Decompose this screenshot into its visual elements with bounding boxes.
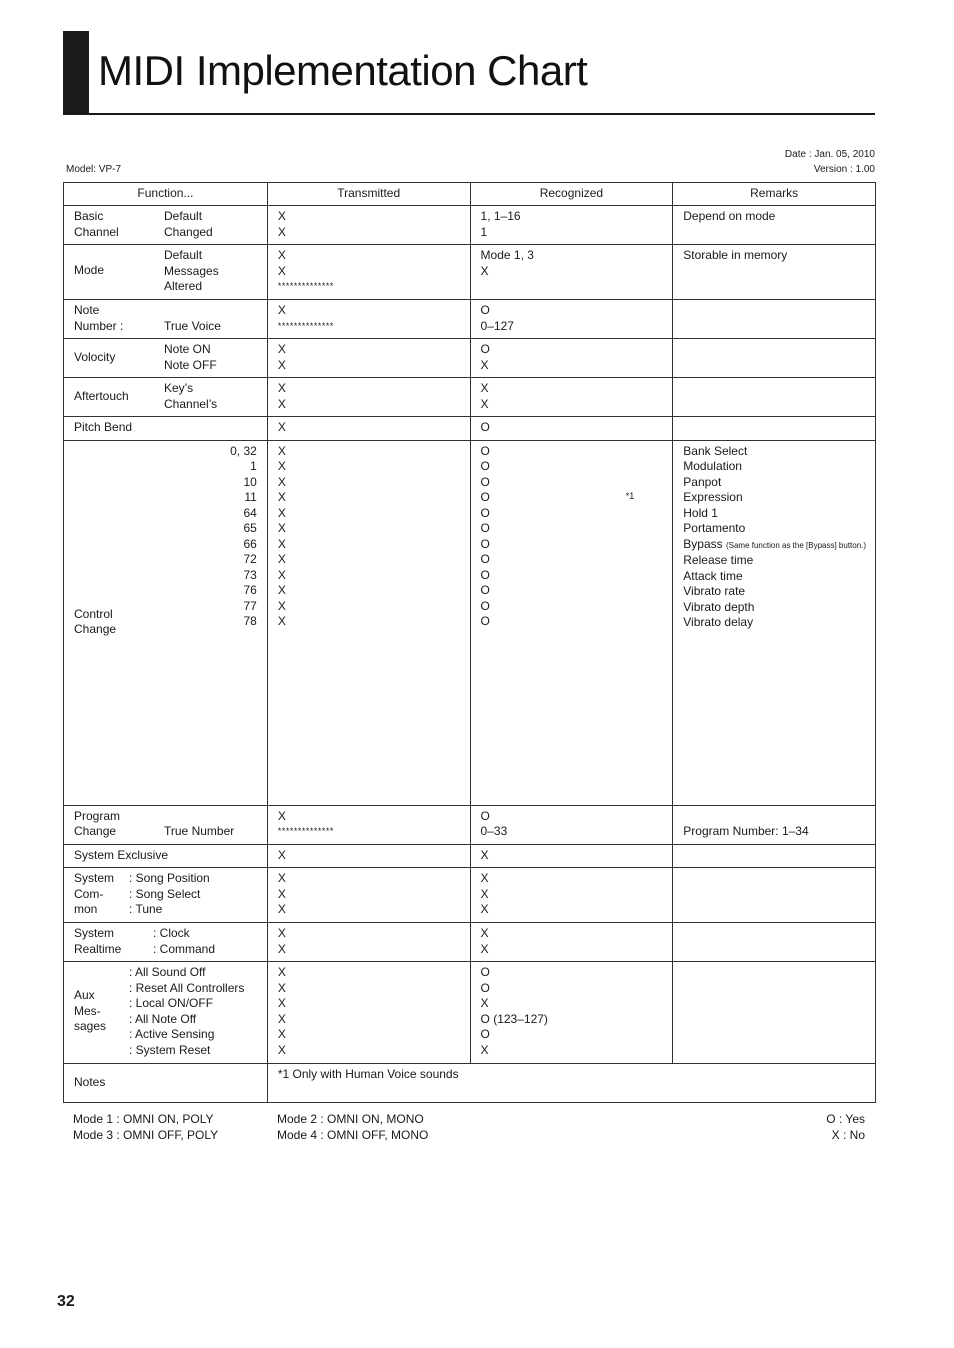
aux-tx: X — [277, 996, 286, 1010]
velocity-sub-note-off: Note OFF — [164, 357, 217, 372]
velocity-rx-1: O — [480, 342, 490, 356]
row-control-change — [64, 440, 876, 805]
cc-tx: X — [277, 567, 286, 582]
program-change-sub: True Number — [164, 824, 235, 838]
cc-remark: Panpot — [683, 474, 722, 489]
system-realtime-tx: X — [277, 926, 286, 940]
row-system-common — [64, 868, 876, 923]
aux-label-3: sages — [74, 1019, 107, 1034]
program-change-label-1: Program — [74, 808, 121, 823]
footer-mode-4: Mode 4 : OMNI OFF, MONO — [277, 1127, 429, 1142]
system-common-sub: : Song Select — [129, 886, 201, 901]
aux-rx: O (123–127) — [480, 1011, 548, 1026]
basic-channel-label-1: Basic — [74, 209, 104, 223]
row-aux-messages — [64, 962, 876, 1064]
system-realtime-tx: X — [277, 941, 286, 956]
cc-tx: X — [277, 521, 286, 535]
footer-modes-right — [277, 1112, 428, 1143]
cc-number: 72 — [243, 552, 257, 566]
basic-channel-sub-changed: Changed — [164, 224, 213, 239]
row-mode — [64, 245, 876, 300]
cc-rx: O — [480, 521, 490, 535]
page-title: MIDI Implementation Chart — [98, 47, 588, 94]
cc-rx: O — [480, 536, 490, 551]
control-change-label-2: Change — [74, 622, 117, 636]
system-realtime-rx: X — [480, 941, 489, 956]
basic-channel-label-2: Channel — [74, 224, 119, 239]
notes-label: Notes — [74, 1074, 106, 1089]
system-exclusive-rx: X — [480, 847, 489, 862]
basic-channel-rx-2: 1 — [480, 224, 488, 239]
cc-number: 76 — [243, 583, 257, 597]
mode-sub-altered: Altered — [164, 279, 203, 293]
note-number-rx-1: O — [480, 303, 490, 317]
program-change-rx-2: 0–33 — [480, 824, 508, 838]
aftertouch-sub-keys: Key’s — [164, 381, 194, 395]
chart-version: Version : 1.00 — [813, 164, 875, 175]
aux-tx: X — [277, 980, 286, 995]
cc-number: 0, 32 — [230, 443, 257, 458]
cc-number: 66 — [243, 536, 257, 551]
row-system-realtime — [64, 923, 876, 962]
pitch-bend-rx: O — [480, 420, 490, 434]
note-number-tx-2: ************** — [277, 320, 334, 331]
cc-tx: X — [277, 443, 286, 458]
cc-rx: O — [480, 505, 490, 520]
cc-remark: Vibrato depth — [683, 599, 755, 614]
note-number-tx-1: X — [277, 303, 286, 317]
header-function: Function... — [64, 183, 268, 206]
system-common-tx: X — [277, 902, 286, 916]
cc-remark: Hold 1 — [683, 505, 718, 520]
mode-tx-2: X — [277, 263, 286, 278]
mode-label: Mode — [74, 263, 105, 278]
system-common-tx: X — [277, 886, 286, 901]
aux-sub: : Local ON/OFF — [129, 996, 214, 1010]
cc-tx: X — [277, 536, 286, 551]
notes-text: *1 Only with Human Voice sounds — [277, 1067, 459, 1081]
aux-rx: O — [480, 1027, 490, 1041]
cc-tx: X — [277, 583, 286, 597]
program-change-tx-1: X — [277, 808, 286, 823]
cc-rx: O — [480, 490, 490, 504]
cc-bypass-note: (Same function as the [Bypass] button.) — [725, 540, 867, 550]
mode-tx-3: ************** — [277, 281, 334, 291]
mode-rx-2: X — [480, 263, 489, 278]
basic-channel-rx-1: 1, 1–16 — [480, 209, 521, 223]
footer-modes-left — [73, 1112, 218, 1143]
system-exclusive-label: System Exclusive — [74, 847, 169, 862]
mode-sub-messages: Messages — [164, 263, 219, 278]
aux-rx: O — [480, 980, 490, 995]
model-name: Model: VP-7 — [66, 164, 122, 175]
cc-remark: Vibrato delay — [683, 615, 754, 629]
cc-number: 64 — [243, 505, 257, 520]
basic-channel-remarks: Depend on mode — [683, 209, 776, 223]
pitch-bend-tx: X — [277, 420, 286, 434]
system-common-label-2: Com- — [74, 886, 104, 901]
cc-number: 11 — [244, 490, 257, 504]
system-realtime-rx: X — [480, 926, 489, 940]
aftertouch-label: Aftertouch — [74, 388, 129, 403]
cc-remark: Release time — [683, 553, 754, 567]
title-accent-bar — [63, 31, 89, 114]
chart-date: Date : Jan. 05, 2010 — [784, 149, 875, 160]
velocity-tx-1: X — [277, 342, 286, 356]
aftertouch-rx-1: X — [480, 381, 489, 395]
velocity-sub-note-on: Note ON — [164, 342, 211, 356]
header-transmitted: Transmitted — [267, 183, 470, 206]
aux-sub: : All Note Off — [129, 1011, 197, 1026]
aux-sub: : Reset All Controllers — [129, 980, 245, 995]
basic-channel-sub-default: Default — [164, 209, 203, 223]
system-common-label-3: mon — [74, 902, 98, 916]
aux-rx: X — [480, 1042, 489, 1057]
aux-rx: X — [480, 996, 489, 1010]
cc-remark: Bank Select — [683, 443, 748, 458]
aux-sub: : All Sound Off — [129, 965, 206, 979]
program-change-tx-2: ************** — [277, 826, 334, 836]
aux-label-2: Mes- — [74, 1003, 101, 1018]
row-pitch-bend — [64, 417, 876, 441]
aftertouch-rx-2: X — [480, 396, 489, 411]
header-row — [64, 183, 876, 206]
program-change-rx-1: O — [480, 808, 490, 823]
cc-number: 73 — [243, 567, 257, 582]
mode-tx-1: X — [277, 248, 286, 262]
cc-remark: Expression — [683, 490, 743, 504]
velocity-rx-2: X — [480, 357, 489, 372]
cc-rx: O — [480, 598, 490, 613]
cc-number: 1 — [250, 459, 257, 473]
row-basic-channel — [64, 206, 876, 245]
system-common-sub: : Song Position — [129, 871, 210, 885]
aux-sub: : System Reset — [129, 1042, 211, 1057]
basic-channel-tx-2: X — [277, 224, 286, 239]
mode-sub-default: Default — [164, 248, 203, 262]
aftertouch-tx-1: X — [277, 381, 286, 395]
system-realtime-label-2: Realtime — [74, 941, 122, 956]
program-change-remarks: Program Number: 1–34 — [683, 824, 809, 838]
aux-tx: X — [277, 1042, 286, 1057]
basic-channel-tx-1: X — [277, 209, 286, 223]
footer-mode-3: Mode 3 : OMNI OFF, POLY — [73, 1127, 219, 1142]
page-number: 32 — [57, 1293, 75, 1310]
program-change-label-2: Change — [74, 824, 117, 838]
cc-tx: X — [277, 505, 286, 520]
mode-remarks: Storable in memory — [683, 248, 788, 262]
header-recognized: Recognized — [470, 183, 673, 206]
note-number-sub: True Voice — [164, 318, 221, 333]
aux-sub: : Active Sensing — [129, 1027, 215, 1041]
cc-remark: Attack time — [683, 568, 743, 583]
footer-mode-2: Mode 2 : OMNI ON, MONO — [277, 1112, 424, 1126]
footer-legend — [826, 1112, 865, 1143]
note-number-label-2: Number : — [74, 318, 124, 333]
cc-rx: O — [480, 443, 490, 458]
midi-implementation-table — [63, 182, 876, 1103]
note-number-label-1: Note — [74, 303, 100, 317]
cc-rx: O — [480, 552, 490, 566]
system-common-rx: X — [480, 871, 489, 885]
aftertouch-sub-channels: Channel’s — [164, 396, 218, 411]
row-notes — [64, 1064, 876, 1103]
cc-rx: O — [480, 614, 490, 628]
cc-number: 78 — [243, 614, 257, 628]
cc-number: 10 — [243, 474, 257, 489]
system-realtime-sub: : Command — [153, 941, 216, 956]
velocity-label: Volocity — [74, 349, 116, 364]
cc-tx: X — [277, 598, 286, 613]
cc-tx: X — [277, 552, 286, 566]
footer-no: X : No — [831, 1127, 865, 1142]
cc-tx: X — [277, 614, 286, 628]
row-program-change — [64, 805, 876, 844]
aux-rx: O — [480, 965, 490, 979]
cc-remark: Bypass — [683, 536, 723, 551]
cc-rx: O — [480, 583, 490, 597]
cc-tx: X — [277, 490, 286, 504]
cc-footnote-mark: *1 — [625, 490, 635, 501]
aux-tx: X — [277, 965, 286, 979]
aux-tx: X — [277, 1011, 286, 1026]
cc-number: 65 — [243, 521, 257, 535]
cc-remark: Vibrato rate — [683, 584, 746, 598]
footer-mode-1: Mode 1 : OMNI ON, POLY — [73, 1112, 214, 1126]
cc-rx: O — [480, 474, 490, 489]
aftertouch-tx-2: X — [277, 396, 286, 411]
cc-rx: O — [480, 459, 490, 473]
cc-tx: X — [277, 459, 286, 473]
footer-yes: O : Yes — [826, 1112, 865, 1126]
aux-tx: X — [277, 1027, 286, 1041]
cc-rx: O — [480, 567, 490, 582]
aux-label-1: Aux — [74, 988, 95, 1003]
system-exclusive-tx: X — [277, 847, 286, 862]
system-realtime-label-1: System — [74, 926, 115, 940]
cc-remark: Portamento — [683, 521, 746, 535]
row-velocity — [64, 339, 876, 378]
cc-remark: Modulation — [683, 459, 742, 473]
system-realtime-sub: : Clock — [153, 926, 190, 940]
control-change-label-1: Control — [74, 606, 113, 621]
velocity-tx-2: X — [277, 357, 286, 372]
system-common-sub: : Tune — [129, 902, 163, 916]
mode-rx-1: Mode 1, 3 — [480, 248, 534, 262]
system-common-rx: X — [480, 886, 489, 901]
pitch-bend-label: Pitch Bend — [74, 420, 133, 434]
note-number-rx-2: 0–127 — [480, 318, 514, 333]
cc-tx: X — [277, 474, 286, 489]
row-aftertouch — [64, 378, 876, 417]
header-remarks: Remarks — [673, 183, 876, 206]
cc-number: 77 — [243, 598, 257, 613]
system-common-tx: X — [277, 871, 286, 885]
title-rule — [63, 113, 875, 115]
system-common-label-1: System — [74, 871, 115, 885]
row-note-number — [64, 300, 876, 339]
row-system-exclusive — [64, 844, 876, 868]
system-common-rx: X — [480, 902, 489, 916]
